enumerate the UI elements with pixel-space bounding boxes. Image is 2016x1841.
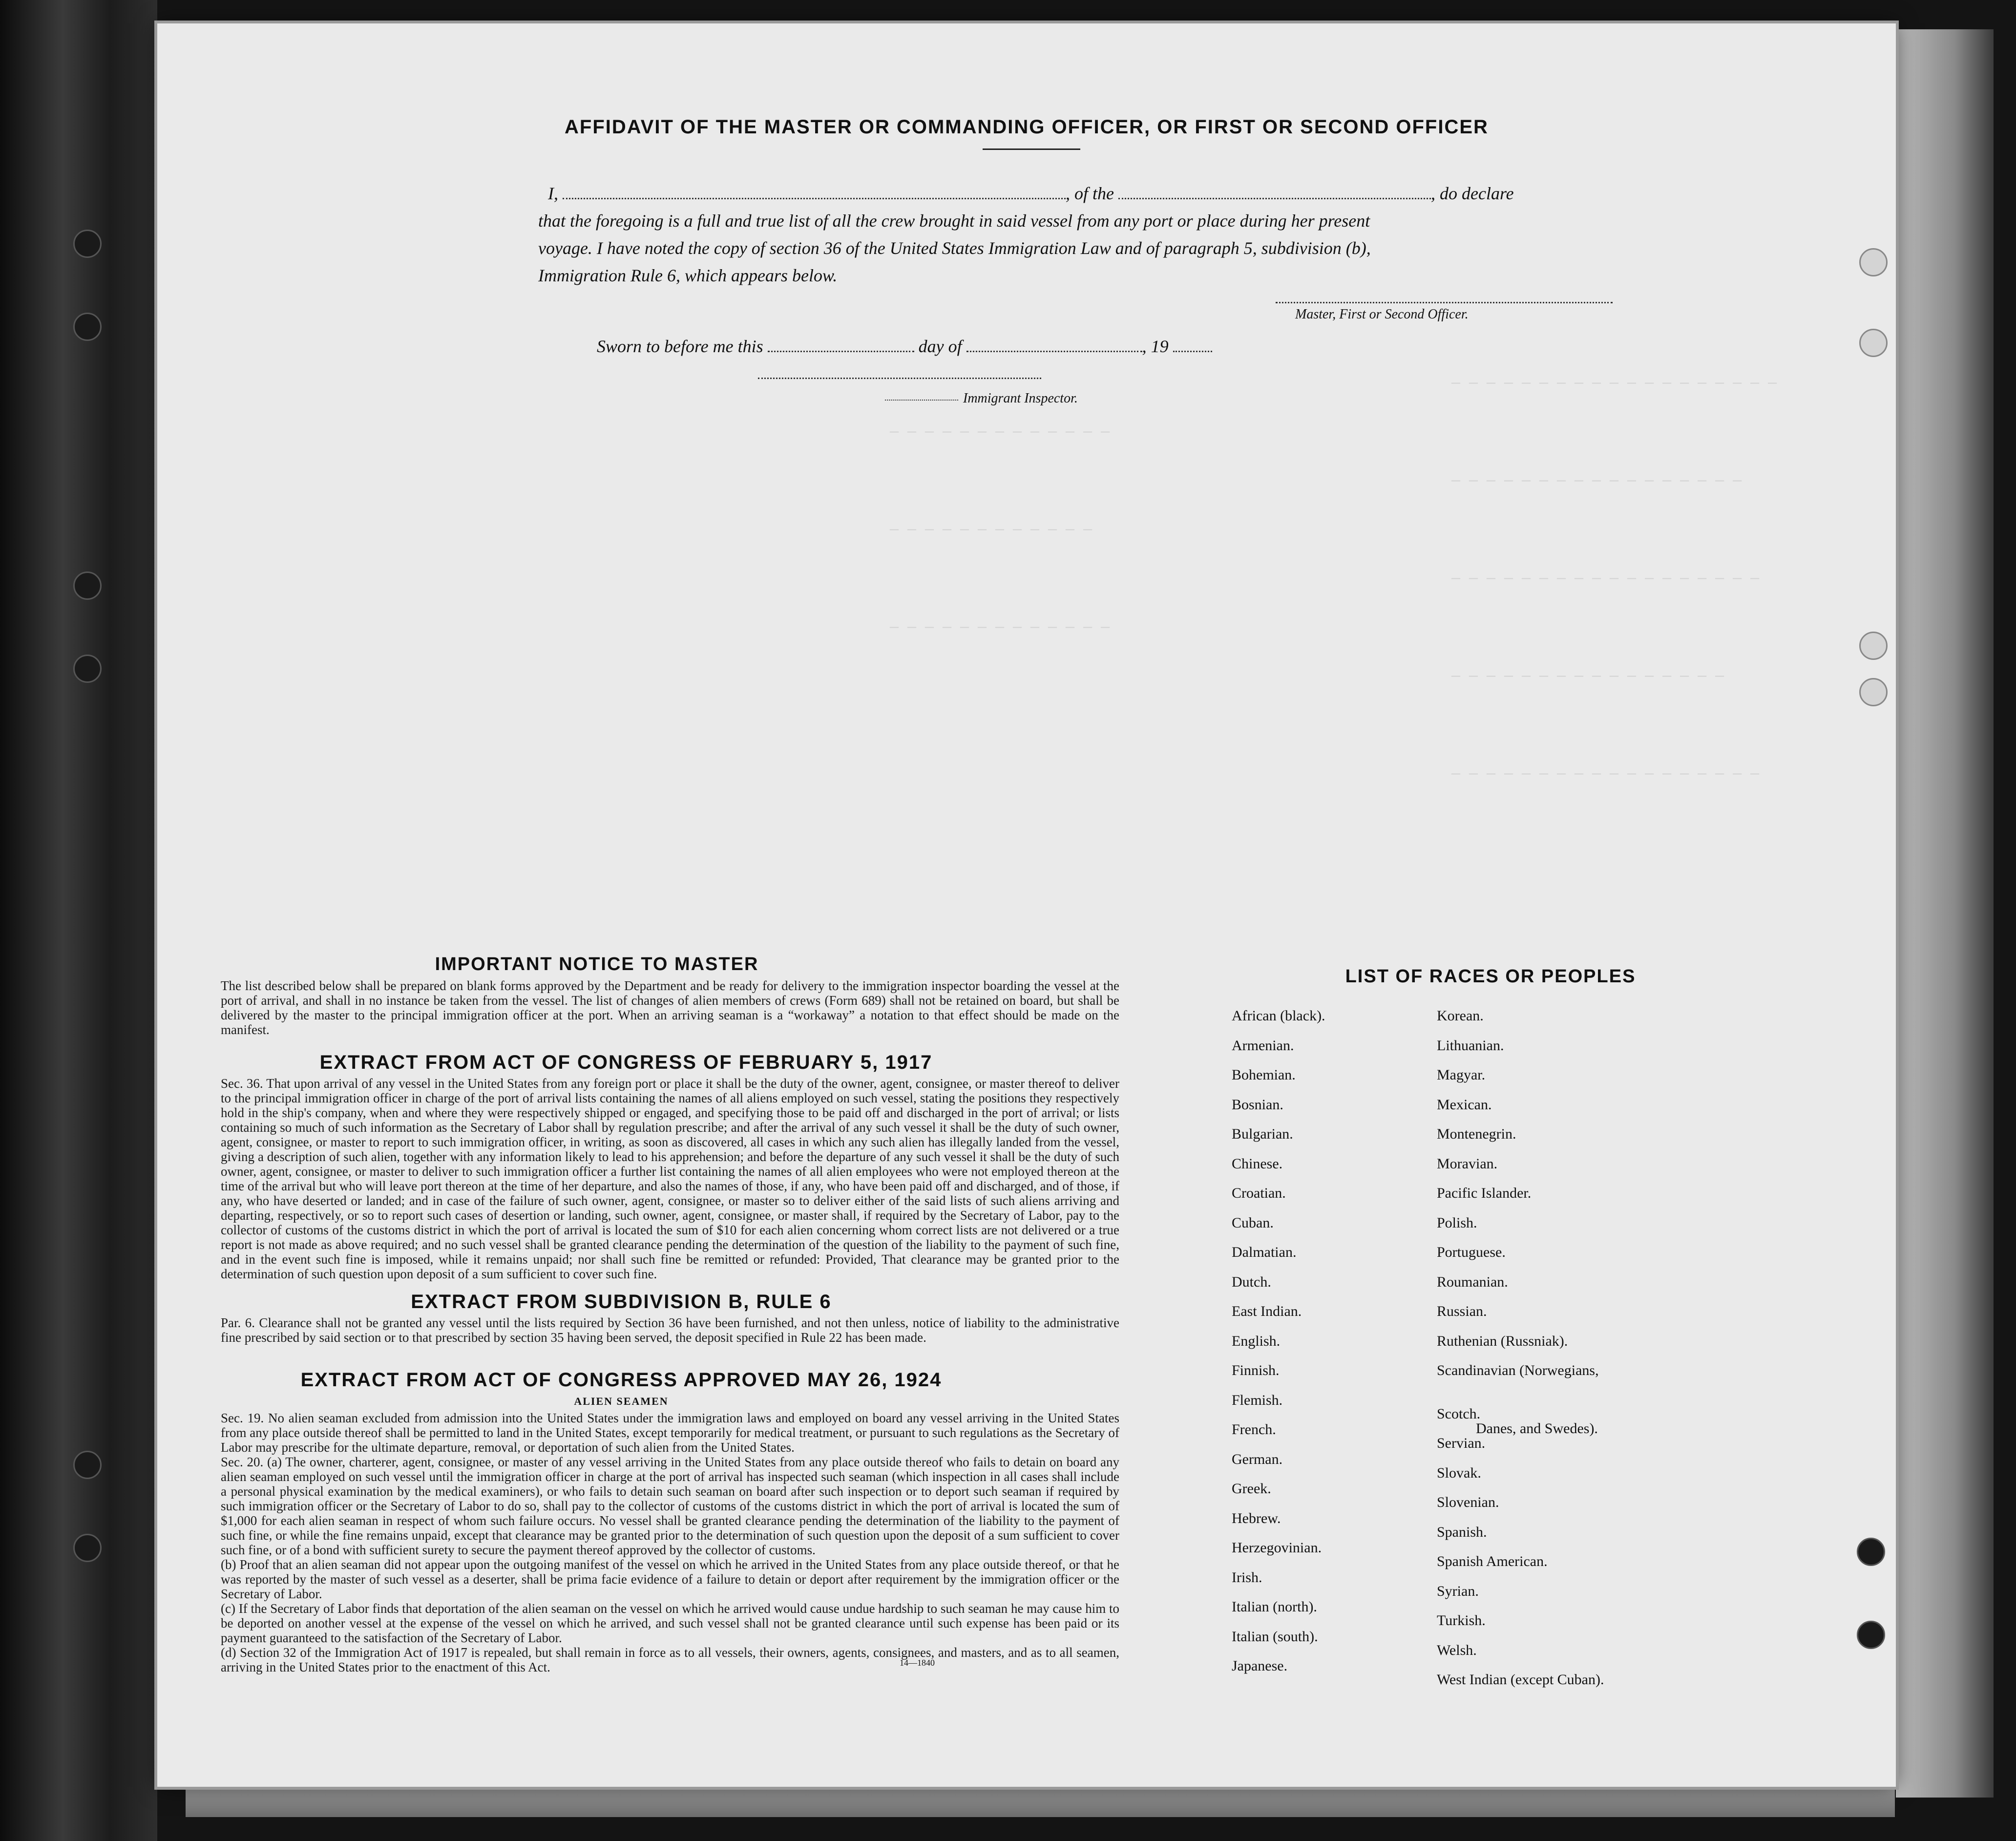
sworn-month-line[interactable] xyxy=(966,351,1142,352)
form-number: 14—1840 xyxy=(900,1658,935,1668)
extract-1924-body xyxy=(221,1411,1119,1674)
affidavit-i-label: I, xyxy=(548,184,558,203)
race-item: Bulgarian. xyxy=(1232,1126,1293,1142)
race-item: Welsh. xyxy=(1437,1642,1477,1658)
form-page: — — — — — — — — — — — — — — — — — — — — — — — — — — — — — — — — — — — — — — — — — — — — — — — — — — — — — — — — — — — — — — — — — — — — — — — — — — — — — — — — — — — — — — — — — — — — — — — — — — — — — — — — — — — — — — — — — — — — — — — — — — — — — — AFFIDAVIT OF THE MASTER OR COMMANDING OFFICER, OR FIRST OR SECOND OFFICER I, , of the , do declare that the foregoing is a full and true list of all the crew brought in said vessel from any port or place during her present voyage. I have noted the copy of section 36 of the United States Immigration Law and of paragraph 5, subdivision (b), Immigration Rule 6, which appears below. Master, First or Second Officer. Sworn to before me this day of , 19 Immigrant Inspector. IMPORTANT NOTICE TO MASTER The list described below shall be prepared on blank forms approved by the Department and be ready for delivery to the immigration inspector boarding the vessel at the port of arrival, and shall in no instance be taken from the vessel. The list of changes of alien members of crews (Form 689) shall not be retained on board, but shall be delivered by the master to the principal immigration officer at the port. When an arriving seaman is a “workaway” a notation to that effect should be made on the manifest. EXTRACT FROM ACT OF CONGRESS OF FEBRUARY 5, 1917 Sec. 36. That upon arrival of any vessel in the United States from any foreign port or place it shall be the duty of the owner, agent, consignee, or master thereof to deliver to the principal immigration officer in charge of the port of arrival lists containing the names of all aliens employed on such vessel, stating the positions they respectively hold in the ship's company, when and where they were respectively shipped or engaged, and specifying those to be paid off and discharged in the port of arrival; or lists containing so much of such information as the Secretary of Labor shall by regulation prescribe; and after the arrival of any such vessel it shall be the duty of such owner, agent, consignee, or master to report to such immigration officer, in writing, as soon as discovered, all cases in which any such alien has illegally landed from the vessel, giving a description of such alien, together with any information likely to lead to his apprehension; and before the departure of any such vessel it shall be the duty of such owner, agent, consignee, or master to deliver to such immigration officer a further list containing the names of all alien employees who were not employed thereon at the time of the arrival but who will leave port thereon at the time of her departure, and also the names of those, if any, who have been paid off and discharged, and of those, if any, who have deserted or landed; and in case of the failure of such owner, agent, consignee, or master so to deliver either of the said lists of such aliens arriving and departing, respectively, or so to report such cases of desertion or landing, such owner, agent, consignee, or master shall, if required by the Secretary of Labor, pay to the collector of customs of the customs district in which the port of arrival is located the sum of $10 for each alien concerning whom correct lists are not delivered or a true report is not made as above required; and no such vessel shall be granted clearance pending the determination of the question of the liability to the payment of such fine, and in the event such fine is imposed, while it remains unpaid; nor shall such fine be remitted or refunded: Provided, That clearance may be granted prior to the determination of such question upon deposit of a sum sufficient to cover such fine. EXTRACT FROM SUBDIVISION B, RULE 6 Par. 6. Clearance shall not be granted any vessel until the lists required by Section 36 have been furnished, and not then unless, notice of liability to the administrative fine prescribed by said section or to that prescribed by section 35 having been served, the deposit specified in Rule 22 has been made. EXTRACT FROM ACT OF CONGRESS APPROVED MAY 26, 1924 ALIEN SEAMEN Sec. 19. No alien seaman excluded from admission into the United States under the immigration laws and employed on board any vessel arriving in the United States from any place outside thereof shall be permitted to land in the United States, except temporarily for medical treatment, or pursuant to such regulations as the Secretary of Labor may prescribe for the ultimate departure, removal, or deportation of such alien from the United States. Sec. 20. (a) The owner, charterer, agent, consignee, or master of any vessel arriving in the United States from any place outside thereof who fails to detain on board any alien seaman employed on such vessel until the immigration officer in charge at the port of arrival has inspected such seaman (which inspection in all cases shall include a personal physical examination by the medical examiners), or who fails to detain such seaman on board after such inspection or to deport such seaman if required by such immigration officer or the Secretary of Labor to do so, shall pay to the collector of customs of the customs district in which the port of arrival is located the sum of $1,000 for each alien seaman in respect of whom such failure occurs. No vessel shall be granted clearance pending the determination of the liability to the payment of such fine, or while the fine remains unpaid, except that clearance may be granted prior to the determination of such question upon the deposit of a sum sufficient to cover such fine, or of a bond with sufficient surety to secure the payment thereof approved by the collector of customs. (b) Proof that an alien seaman did not appear upon the outgoing manifest of the vessel on which he arrived in the United States from any place outside thereof, or that he was reported by the master of such vessel as a deserter, shall be prima facie evidence of a failure to detain or deport after requirement by the immigration officer or the Secretary of Labor. (c) If the Secretary of Labor finds that deportation of the alien seaman on the vessel on which he arrived would cause undue hardship to such seaman he may cause him to be deported on another vessel at the expense of the vessel on which he arrived, and such vessel shall not be granted clearance until such expense has been paid or its payment guaranteed to the satisfaction of the Secretary of Labor. (d) Section 32 of the Immigration Act of 1917 is repealed, but shall remain in force as to all vessels, their owners, agents, consignees, and masters, and as to all seamen, arriving in the United States prior to the enactment of this Act. 14—1840 LIST OF RACES OR PEOPLES Danes, and Swedes). African (black). Armenian. Bohemian. Bosnian. Bulgarian. Chinese. Croatian. Cuban. Dalmatian. Dutch. East Indian. English. Finnish. Flemish. French. German. Greek. Hebrew. Herzegovinian. Irish. Italian (north). Italian (south). Japanese. Korean. Lithuanian. Magyar. Mexican. Montenegrin. Moravian. Pacific Islander. Polish. Portuguese. Roumanian. Russian. Ruthenian (Russniak). Scandinavian (Norwegians, Scotch. Servian. Slovak. Slovenian. Spanish. Spanish American. Syrian. Turkish. Welsh. West Indian (except Cuban). xyxy=(157,23,1896,1787)
binder-hole-6 xyxy=(73,1534,102,1562)
sworn-prefix: Sworn to before me this xyxy=(597,337,763,356)
race-item: Scotch. xyxy=(1437,1405,1481,1422)
master-name-line[interactable] xyxy=(563,198,1066,199)
rule6-body: Par. 6. Clearance shall not be granted any vessel until the lists required by Section 36 have been furnished, and not then unless, notice of liability to the administrative fine prescribed by said section or to that prescribed by section 35 having been served, the deposit specified in Rule 22 has been made. xyxy=(221,1315,1119,1345)
sec20b: (b) Proof that an alien seaman did not appear upon the outgoing manifest of the vessel on which he arrived in the United States from any place outside thereof, or that he was reported by the master of such vessel as a deserter, shall be prima facie evidence of a failure to detain or deport after requirement by the immigration officer or the Secretary of Labor. xyxy=(221,1557,1119,1601)
race-item: Flemish. xyxy=(1232,1392,1283,1408)
races-title: LIST OF RACES OR PEOPLES xyxy=(1345,966,1636,987)
punch-hole-r3 xyxy=(1859,632,1888,660)
signature-line[interactable] xyxy=(1276,302,1613,303)
race-item: Ruthenian (Russniak). xyxy=(1437,1333,1568,1349)
race-item: Dutch. xyxy=(1232,1273,1271,1290)
race-item: Moravian. xyxy=(1437,1155,1498,1172)
race-item: Portuguese. xyxy=(1437,1244,1506,1260)
race-item: Dalmatian. xyxy=(1232,1244,1297,1260)
race-item: Scandinavian (Norwegians, xyxy=(1437,1362,1599,1378)
day-of-label: day of xyxy=(918,337,962,356)
race-item: Pacific Islander. xyxy=(1437,1185,1532,1201)
race-item: Spanish. xyxy=(1437,1524,1487,1540)
race-item: Servian. xyxy=(1437,1435,1486,1451)
race-item: Montenegrin. xyxy=(1437,1126,1516,1142)
punch-hole-r6 xyxy=(1857,1621,1885,1649)
race-item: Croatian. xyxy=(1232,1185,1286,1201)
binder-hole-3 xyxy=(73,571,102,600)
affidavit-title: AFFIDAVIT OF THE MASTER OR COMMANDING OFFICER, OR FIRST OR SECOND OFFICER xyxy=(565,116,1489,138)
race-item: Korean. xyxy=(1437,1008,1484,1024)
race-item: Cuban. xyxy=(1232,1214,1274,1231)
sworn-day-line[interactable] xyxy=(768,351,914,352)
sec20a: Sec. 20. (a) The owner, charterer, agent, consignee, or master of any vessel arriving in the United States from any place outside thereof who fails to detain on board any alien seaman employed on such vessel until the immigration officer in charge at the port of arrival has inspected such seaman (which inspection in all cases shall include a personal physical examination by the medical examiners), or who fails to detain such seaman on board after such inspection or to deport such seaman if required by such immigration officer or the Secretary of Labor to do so, shall pay to the collector of customs of the customs district in which the port of arrival is located the sum of $1,000 for each alien seaman in respect of whom such failure occurs. No vessel shall be granted clearance pending the determination of the liability to the payment of such fine, or while the fine remains unpaid, except that clearance may be granted prior to the determination of such question upon the deposit of a sum sufficient to cover such fine, or of a bond with sufficient surety to secure the payment thereof approved by the collector of customs. xyxy=(221,1455,1119,1557)
affidavit-body-line4: Immigration Rule 6, which appears below. xyxy=(538,266,838,285)
affidavit-declaration xyxy=(538,180,1671,289)
affidavit-body-line3: voyage. I have noted the copy of section 36 of the United States Immigration Law and of paragraph 5, subdivision (b), xyxy=(538,238,1371,258)
binder-hole-1 xyxy=(73,230,102,258)
race-item: Armenian. xyxy=(1232,1037,1294,1054)
race-item: Lithuanian. xyxy=(1437,1037,1504,1054)
do-declare-label: , do declare xyxy=(1430,184,1514,203)
race-item: Greek. xyxy=(1232,1481,1271,1497)
inspector-label: Immigrant Inspector. xyxy=(963,391,1078,406)
race-item: Bohemian. xyxy=(1232,1067,1296,1083)
year-prefix: , 19 xyxy=(1142,337,1169,356)
binder-hole-2 xyxy=(73,313,102,341)
race-item: Spanish American. xyxy=(1437,1553,1548,1569)
race-item: Bosnian. xyxy=(1232,1096,1283,1113)
race-item: Syrian. xyxy=(1437,1583,1479,1599)
sec19: Sec. 19. No alien seaman excluded from admission into the United States under the immigration laws and employed on board any vessel arriving in the United States from any place outside thereof shall be permitted to land in the United States, except temporarily for medical treatment, or pursuant to such regulations as the Secretary of Labor may prescribe for the ultimate departure, removal, or deportation of such alien from the United States. xyxy=(221,1411,1119,1455)
sworn-line xyxy=(597,336,1212,357)
race-item: West Indian (except Cuban). xyxy=(1437,1672,1604,1688)
race-scandinavian-continuation: Danes, and Swedes). xyxy=(1476,1420,1598,1437)
race-item: East Indian. xyxy=(1232,1303,1302,1319)
signature-label: Master, First or Second Officer. xyxy=(1295,307,1469,322)
race-item: Chinese. xyxy=(1232,1155,1283,1172)
race-item: Hebrew. xyxy=(1232,1510,1281,1526)
underlying-page-right xyxy=(1896,29,1994,1798)
race-item: French. xyxy=(1232,1421,1276,1438)
punch-hole-r5 xyxy=(1857,1538,1885,1566)
race-item: Herzegovinian. xyxy=(1232,1540,1322,1556)
race-item: Japanese. xyxy=(1232,1658,1288,1674)
affidavit-body-line2: that the foregoing is a full and true list of all the crew brought in said vessel from any port or place during her present xyxy=(538,211,1370,231)
race-item: Magyar. xyxy=(1437,1067,1486,1083)
race-item: Slovak. xyxy=(1437,1464,1481,1481)
binder-hole-5 xyxy=(73,1451,102,1479)
punch-hole-r4 xyxy=(1859,678,1888,706)
vessel-name-line[interactable] xyxy=(1118,198,1431,199)
race-item: Slovenian. xyxy=(1437,1494,1499,1510)
rule6-title: EXTRACT FROM SUBDIVISION B, RULE 6 xyxy=(411,1291,832,1312)
race-item: Russian. xyxy=(1437,1303,1487,1319)
sworn-year-line[interactable] xyxy=(1173,351,1212,352)
extract-1917-title: EXTRACT FROM ACT OF CONGRESS OF FEBRUARY 5, 1917 xyxy=(319,1052,933,1073)
binder-hole-4 xyxy=(73,655,102,683)
race-item: English. xyxy=(1232,1333,1281,1349)
notice-title: IMPORTANT NOTICE TO MASTER xyxy=(435,954,759,974)
of-the-label: , of the xyxy=(1066,184,1114,203)
extract-1924-title: EXTRACT FROM ACT OF CONGRESS APPROVED MAY 26, 1924 xyxy=(300,1369,942,1391)
race-item: Finnish. xyxy=(1232,1362,1280,1378)
inspector-signature-line[interactable] xyxy=(758,378,1041,379)
race-item: African (black). xyxy=(1232,1008,1325,1024)
race-item: Roumanian. xyxy=(1437,1273,1508,1290)
race-item: Polish. xyxy=(1437,1214,1477,1231)
race-item: Italian (north). xyxy=(1232,1599,1317,1615)
binder-edge xyxy=(0,0,157,1841)
punch-hole-r1 xyxy=(1859,248,1888,276)
notice-body: The list described below shall be prepared on blank forms approved by the Department and be ready for delivery to the immigration inspector boarding the vessel at the port of arrival, and shall in no instance be taken from the vessel. The list of changes of alien members of crews (Form 689) shall not be retained on board, but shall be delivered by the master to the principal immigration officer at the port. When an arriving seaman is a “workaway” a notation to that effect should be made on the manifest. xyxy=(221,978,1119,1037)
race-item: Italian (south). xyxy=(1232,1628,1318,1645)
extract-1924-subtitle: ALIEN SEAMEN xyxy=(574,1395,669,1407)
sec20c: (c) If the Secretary of Labor finds that deportation of the alien seaman on the vessel on which he arrived would cause undue hardship to such seaman he may cause him to be deported on another vessel at the expense of the vessel on which he arrived, and such vessel shall not be granted clearance until such expense has been paid or its payment guaranteed to the satisfaction of the Secretary of Labor. xyxy=(221,1601,1119,1645)
race-item: Turkish. xyxy=(1437,1612,1486,1629)
race-item: German. xyxy=(1232,1451,1283,1467)
punch-hole-r2 xyxy=(1859,329,1888,357)
extract-1917-body: Sec. 36. That upon arrival of any vessel in the United States from any foreign port or place it shall be the duty of the owner, agent, consignee, or master thereof to deliver to the principal immigration officer in charge of the port of arrival lists containing the names of all aliens employed on such vessel, stating the positions they respectively hold in the ship's company, when and where they were respectively shipped or engaged, and specifying those to be paid off and discharged in the port of arrival; or lists containing so much of such information as the Secretary of Labor shall by regulation prescribe; and after the arrival of any such vessel it shall be the duty of such owner, agent, consignee, or master to report to such immigration officer, in writing, as soon as discovered, all cases in which any such alien has illegally landed from the vessel, giving a description of such alien, together with any information likely to lead to his apprehension; and before the departure of any such vessel it shall be the duty of such owner, agent, consignee, or master to deliver to such immigration officer a further list containing the names of all alien employees who were not employed thereon at the time of the arrival but who will leave port thereon at the time of her departure, and also the names of those, if any, who have been paid off and discharged, and of those, if any, who have deserted or landed; and in case of the failure of such owner, agent, consignee, or master so to deliver either of the said lists of such aliens arriving and departing, respectively, or so to report such cases of desertion or landing, such owner, agent, consignee, or master shall, if required by the Secretary of Labor, pay to the collector of customs of the customs district in which the port of arrival is located the sum of $10 for each alien concerning whom correct lists are not delivered or a true report is not made as above required; and no such vessel shall be granted clearance pending the determination of the question of the liability to the payment of such fine, and in the event such fine is imposed, while it remains unpaid; nor shall such fine be remitted or refunded: Provided, That clearance may be granted prior to the determination of such question upon deposit of a sum sufficient to cover such fine. xyxy=(221,1076,1119,1281)
affidavit-rule xyxy=(983,148,1080,150)
sec20d: (d) Section 32 of the Immigration Act of 1917 is repealed, but shall remain in force as to all vessels, their owners, agents, consignees, and masters, and as to all seamen, arriving in the United States prior to the enactment of this Act. xyxy=(221,1645,1119,1674)
race-item: Mexican. xyxy=(1437,1096,1492,1113)
race-item: Irish. xyxy=(1232,1569,1262,1586)
